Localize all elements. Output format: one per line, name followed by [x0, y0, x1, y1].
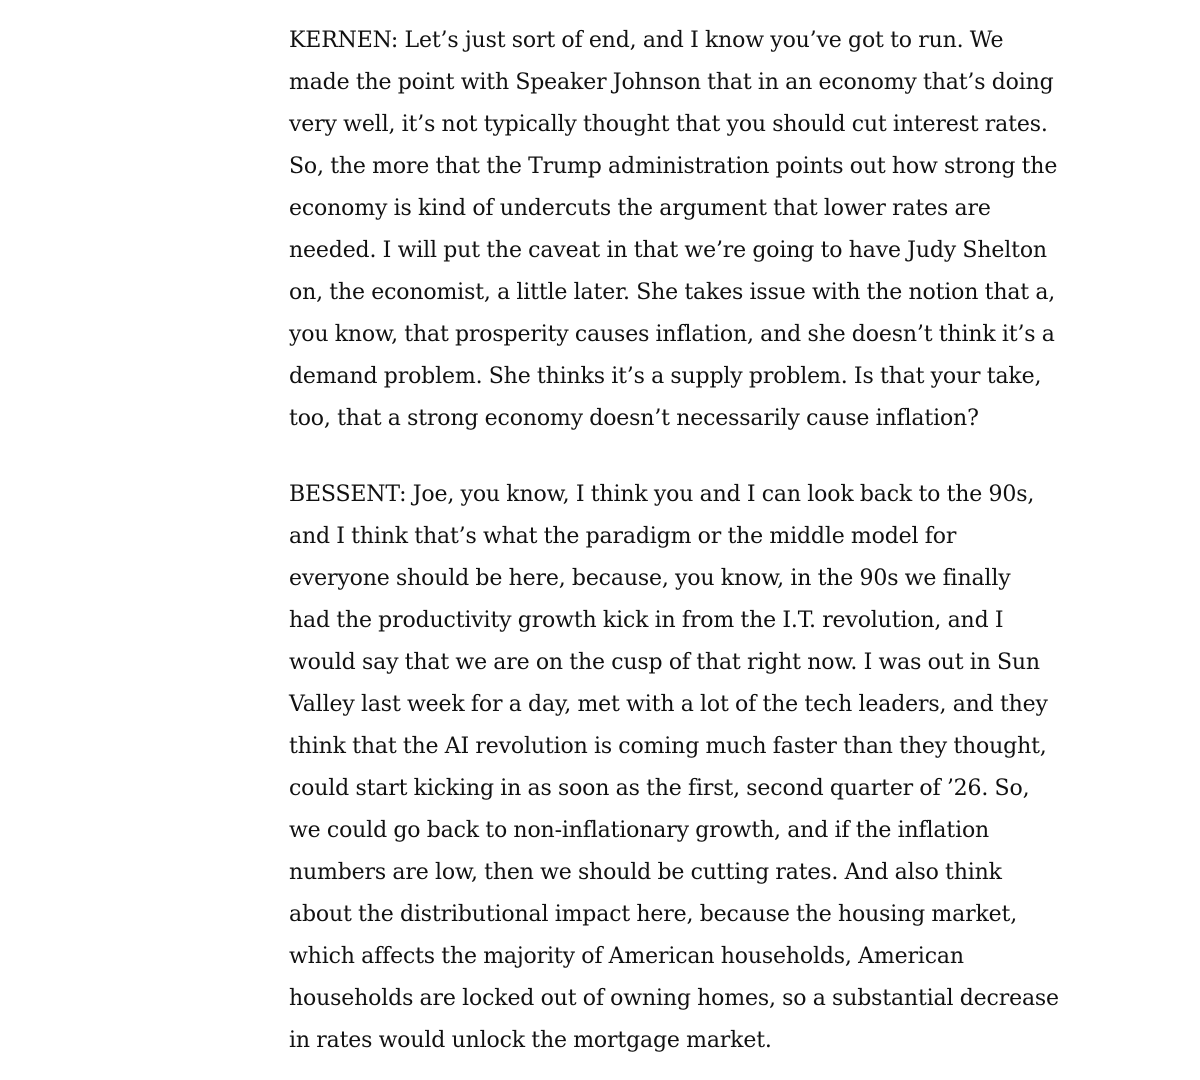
- text-line: very well, it’s not typically thought that you should cut interest rates.: [289, 112, 1048, 137]
- text-line: you know, that prosperity causes inflation, and she doesn’t think it’s a: [289, 322, 1055, 347]
- text-line: we could go back to non-inflationary growth, and if the inflation: [289, 818, 990, 843]
- text-line: too, that a strong economy doesn’t necessarily cause inflation?: [289, 406, 979, 431]
- text-line: had the productivity growth kick in from the I.T. revolution, and I: [289, 608, 1004, 633]
- text-line: think that the AI revolution is coming much faster than they thought,: [289, 734, 1047, 759]
- text-line: numbers are low, then we should be cutting rates. And also think: [289, 860, 1002, 885]
- text-line: So, the more that the Trump administration points out how strong the: [289, 154, 1058, 179]
- text-line: BESSENT: Joe, you know, I think you and I can look back to the 90s,: [289, 482, 1035, 507]
- text-line: demand problem. She thinks it’s a supply problem. Is that your take,: [289, 364, 1042, 389]
- text-line: and I think that’s what the paradigm or the middle model for: [289, 524, 957, 549]
- text-line: could start kicking in as soon as the first, second quarter of ’26. So,: [289, 776, 1030, 801]
- bessent-answer-paragraph: [289, 474, 1089, 1062]
- text-line: would say that we are on the cusp of that right now. I was out in Sun: [289, 650, 1040, 675]
- text-line: economy is kind of undercuts the argument that lower rates are: [289, 196, 991, 221]
- text-line: Valley last week for a day, met with a lot of the tech leaders, and they: [289, 692, 1048, 717]
- text-line: on, the economist, a little later. She takes issue with the notion that a,: [289, 280, 1056, 305]
- text-line: households are locked out of owning homes, so a substantial decrease: [289, 986, 1059, 1011]
- transcript-article: [289, 20, 1089, 1062]
- text-line: about the distributional impact here, because the housing market,: [289, 902, 1018, 927]
- text-line: KERNEN: Let’s just sort of end, and I know you’ve got to run. We: [289, 28, 1004, 53]
- text-line: everyone should be here, because, you know, in the 90s we finally: [289, 566, 1011, 591]
- kernen-question-paragraph: [289, 20, 1089, 440]
- text-line: in rates would unlock the mortgage market.: [289, 1028, 772, 1053]
- text-line: needed. I will put the caveat in that we’re going to have Judy Shelton: [289, 238, 1047, 263]
- text-line: made the point with Speaker Johnson that in an economy that’s doing: [289, 70, 1054, 95]
- text-line: which affects the majority of American households, American: [289, 944, 964, 969]
